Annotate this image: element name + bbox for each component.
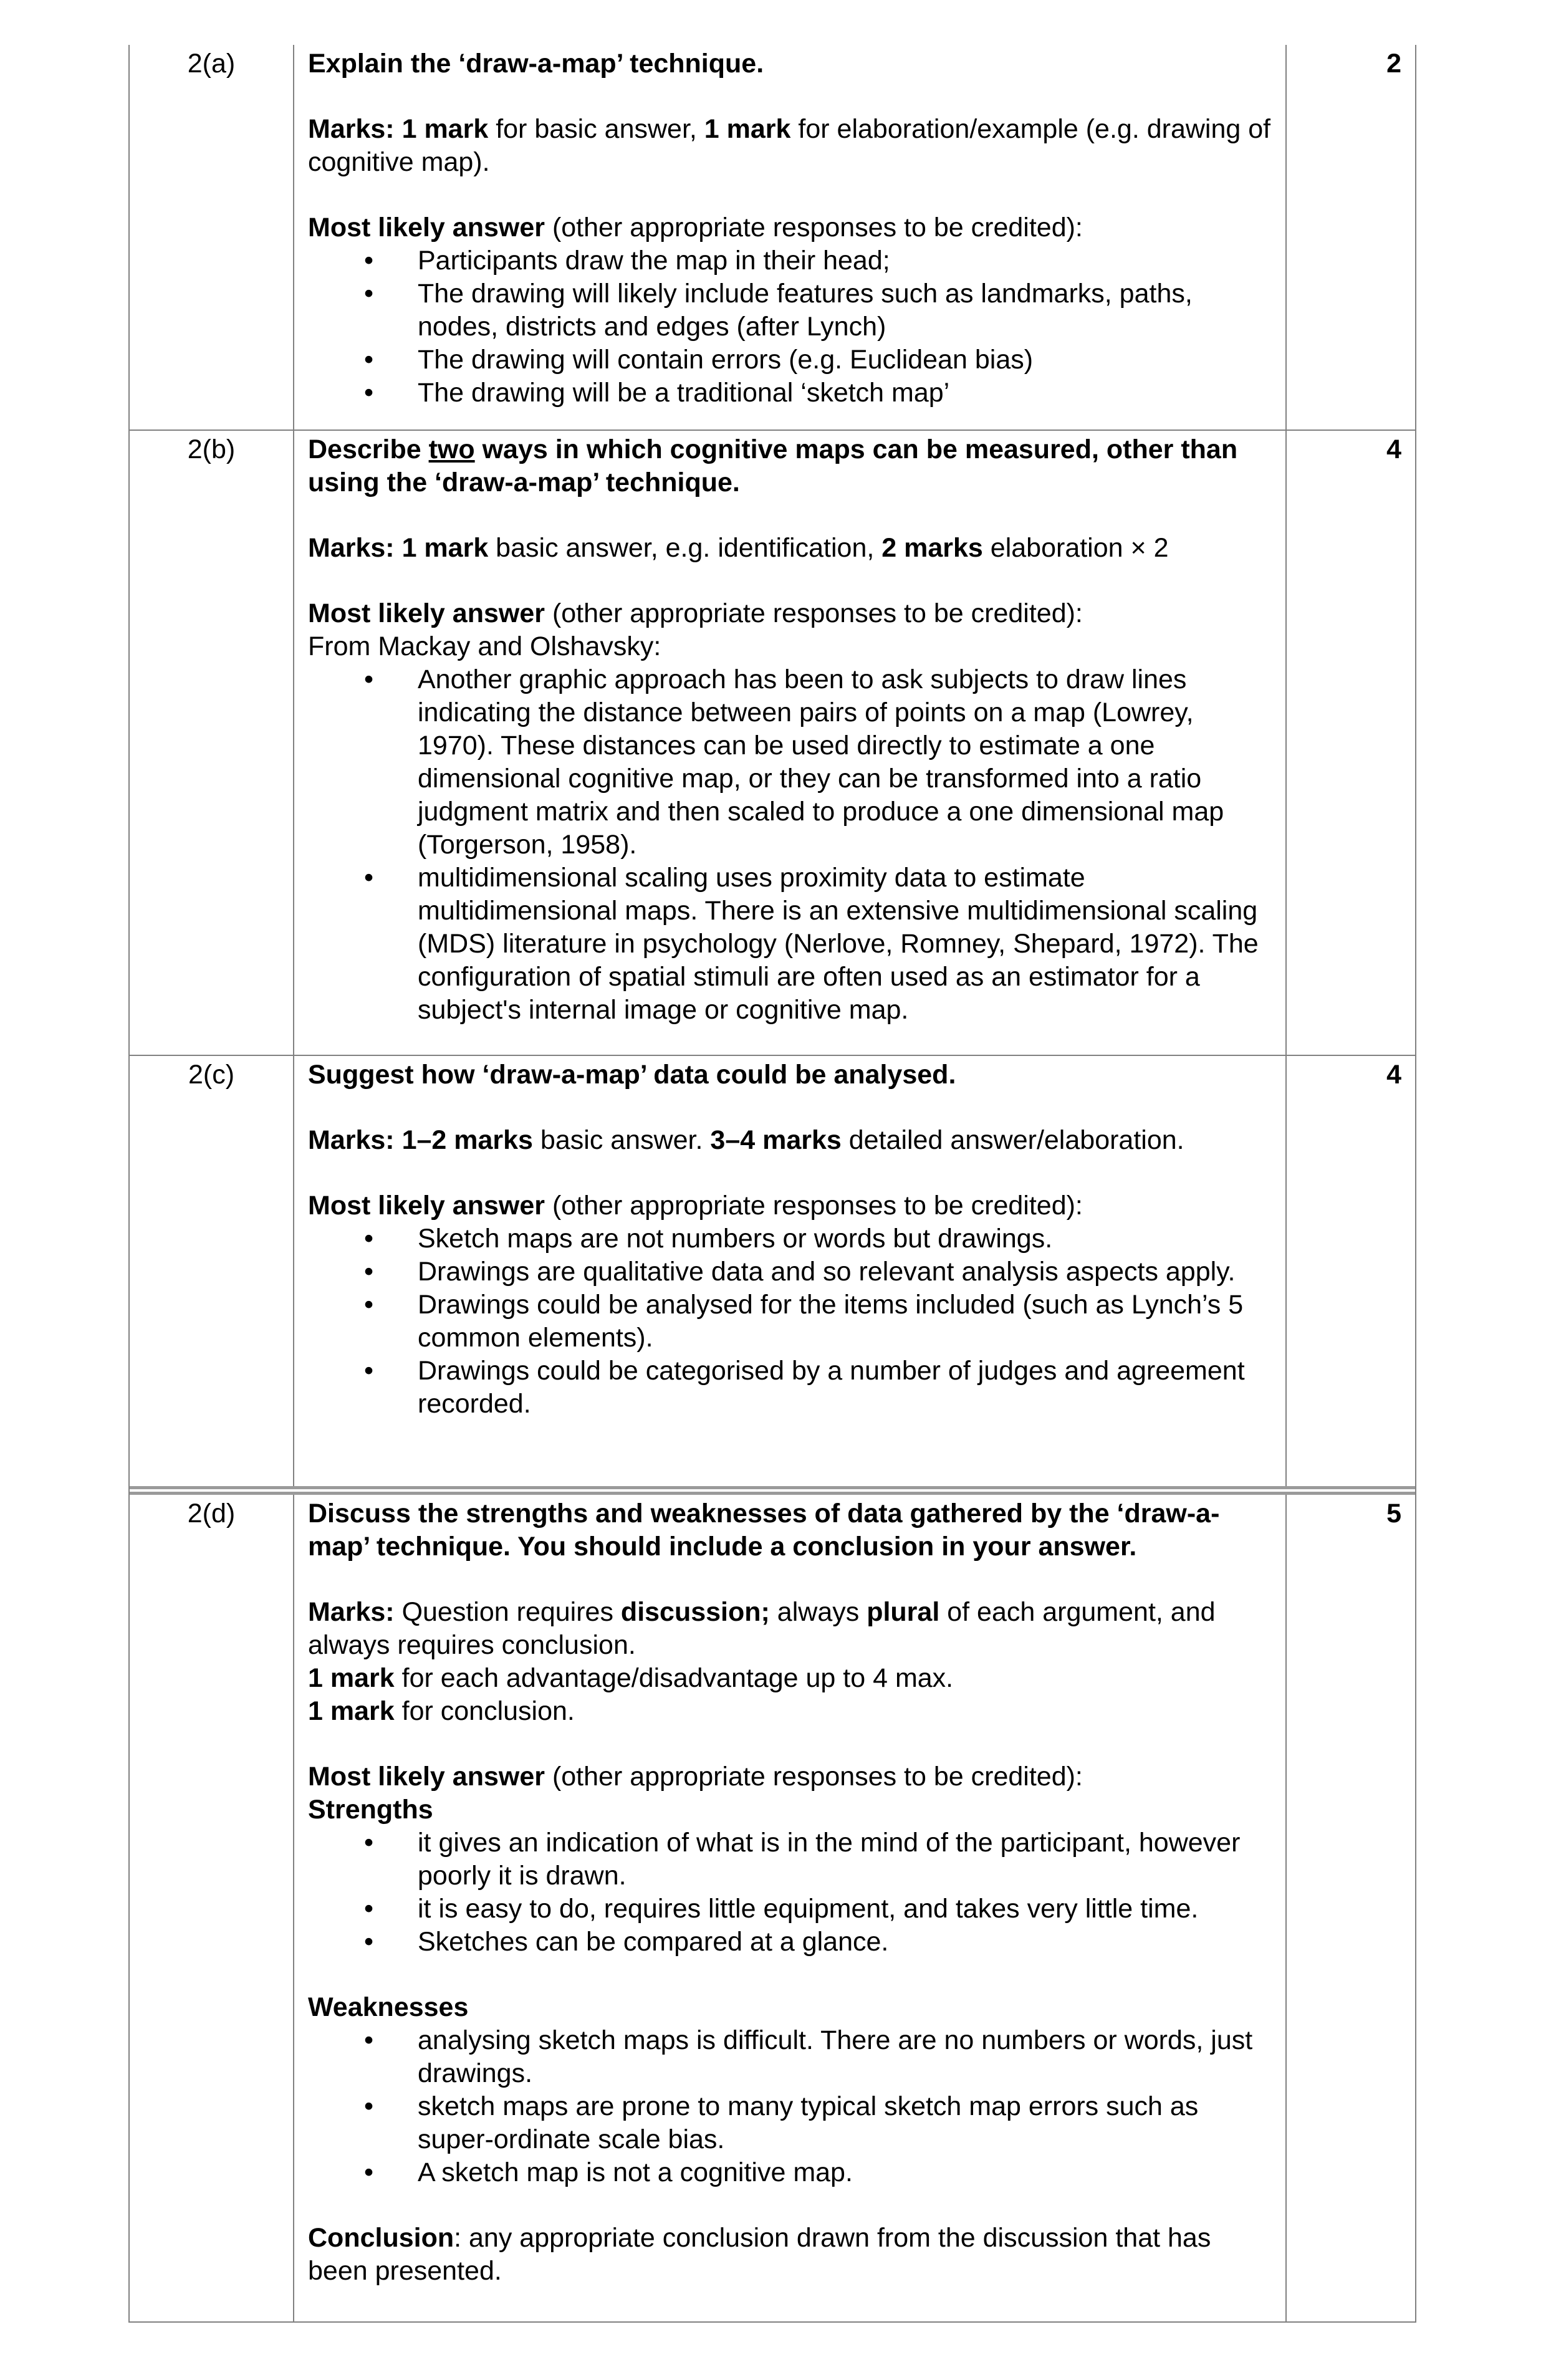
marks-value: 2 [1386,49,1401,79]
marks-cell [1287,1495,1415,2321]
marks-guidance: Marks: Question requires discussion; always plural of each argument, and always requires conclusion. [308,1597,1216,1660]
list-item: • Drawings are qualitative data and so relevant analysis aspects apply. [364,1257,1236,1287]
list-item: • analysing sketch maps is difficult. There are no numbers or words, just drawings. [364,2025,1253,2088]
list-item: • A sketch map is not a cognitive map. [364,2157,853,2187]
answer-cell [294,45,1287,429]
question-number: 2(a) [187,49,236,79]
list-item: • Sketches can be compared at a glance. [364,1927,889,1957]
list-item: • it is easy to do, requires little equipment, and takes very little time. [364,1894,1199,1924]
marks-cell [1287,431,1415,1055]
list-item: • sketch maps are prone to many typical sketch map errors such as super-ordinate scale bias. [364,2091,1199,2154]
list-item: • The drawing will contain errors (e.g. Euclidean bias) [364,345,1034,375]
list-item: • multidimensional scaling uses proximity data to estimate multidimensional maps. There is an extensive multidimensional scaling (MDS) literature in psychology (Nerlove, Romney, Shepard, 1972). The configuration of spatial stimuli are often used as an estimator for a subject's internal image or cognitive map. [364,863,1259,1025]
list-item: • Another graphic approach has been to ask subjects to draw lines indicating the distance between pairs of points on a map (Lowrey, 1970). These distances can be used directly to estimate a one dimensional cognitive map, or they can be transformed into a ratio judgment matrix and then scaled to produce a one dimensional map (Torgerson, 1958). [364,665,1224,860]
row-2c [130,1055,1415,1486]
list-item: • Drawings could be analysed for the items included (such as Lynch’s 5 common elements). [364,1290,1244,1353]
list-item: • Sketch maps are not numbers or words but drawings. [364,1224,1053,1254]
marks-guidance: Marks: 1–2 marks basic answer. 3–4 marks detailed answer/elaboration. [308,1125,1184,1155]
bullet-list [308,1222,1272,1421]
strengths-list [308,1826,1272,1959]
list-item: • Participants draw the map in their head; [364,246,890,276]
likely-answer-intro: Most likely answer (other appropriate responses to be credited): [308,1191,1083,1221]
question-number: 2(b) [187,434,236,464]
question-number: 2(c) [188,1060,235,1090]
marks-cell [1287,45,1415,429]
question-number-cell [130,1495,294,2321]
bullet-list [308,663,1272,1027]
question-number-cell [130,1056,294,1486]
question-text: Suggest how ‘draw-a-map’ data could be analysed. [308,1060,956,1090]
question-number-cell [130,45,294,429]
marks-line-2: 1 mark for conclusion. [308,1696,575,1726]
marks-cell [1287,1056,1415,1486]
question-number-cell [130,431,294,1055]
list-item: • it gives an indication of what is in the mind of the participant, however poorly it is drawn. [364,1828,1241,1891]
mark-scheme-table [128,45,1416,2323]
marks-guidance: Marks: 1 mark for basic answer, 1 mark for elaboration/example (e.g. drawing of cognitive map). [308,114,1271,177]
list-item: • The drawing will be a traditional ‘sketch map’ [364,378,950,408]
likely-answer-intro: Most likely answer (other appropriate responses to be credited): [308,213,1083,242]
list-item: • The drawing will likely include features such as landmarks, paths, nodes, districts and edges (after Lynch) [364,279,1193,342]
source-line: From Mackay and Olshavsky: [308,631,661,661]
row-2a [130,45,1415,429]
marks-value: 4 [1386,1060,1401,1090]
marks-value: 4 [1386,434,1401,464]
weaknesses-heading: Weaknesses [308,1992,469,2022]
answer-cell [294,1495,1287,2321]
list-item: • Drawings could be categorised by a number of judges and agreement recorded. [364,1356,1245,1419]
question-number: 2(d) [187,1499,236,1528]
strengths-heading: Strengths [308,1795,433,1825]
conclusion: Conclusion: any appropriate conclusion drawn from the discussion that has been presented. [308,2223,1211,2286]
marks-guidance: Marks: 1 mark basic answer, e.g. identification, 2 marks elaboration × 2 [308,533,1169,563]
question-text: Describe two ways in which cognitive maps can be measured, other than using the ‘draw-a-map’ technique. [308,434,1238,497]
marks-line-1: 1 mark for each advantage/disadvantage up to 4 max. [308,1663,954,1693]
bullet-list [308,244,1272,410]
question-text: Explain the ‘draw-a-map’ technique. [308,49,764,79]
row-2d [130,1486,1415,2321]
row-2b [130,429,1415,1055]
question-text: Discuss the strengths and weaknesses of data gathered by the ‘draw-a-map’ technique. You should include a conclusion in your answer. [308,1499,1220,1562]
weaknesses-list [308,2024,1272,2189]
likely-answer-intro: Most likely answer (other appropriate responses to be credited): [308,598,1083,628]
answer-cell [294,1056,1287,1486]
likely-answer-intro: Most likely answer (other appropriate responses to be credited): [308,1762,1083,1792]
answer-cell [294,431,1287,1055]
marks-value: 5 [1386,1499,1401,1528]
